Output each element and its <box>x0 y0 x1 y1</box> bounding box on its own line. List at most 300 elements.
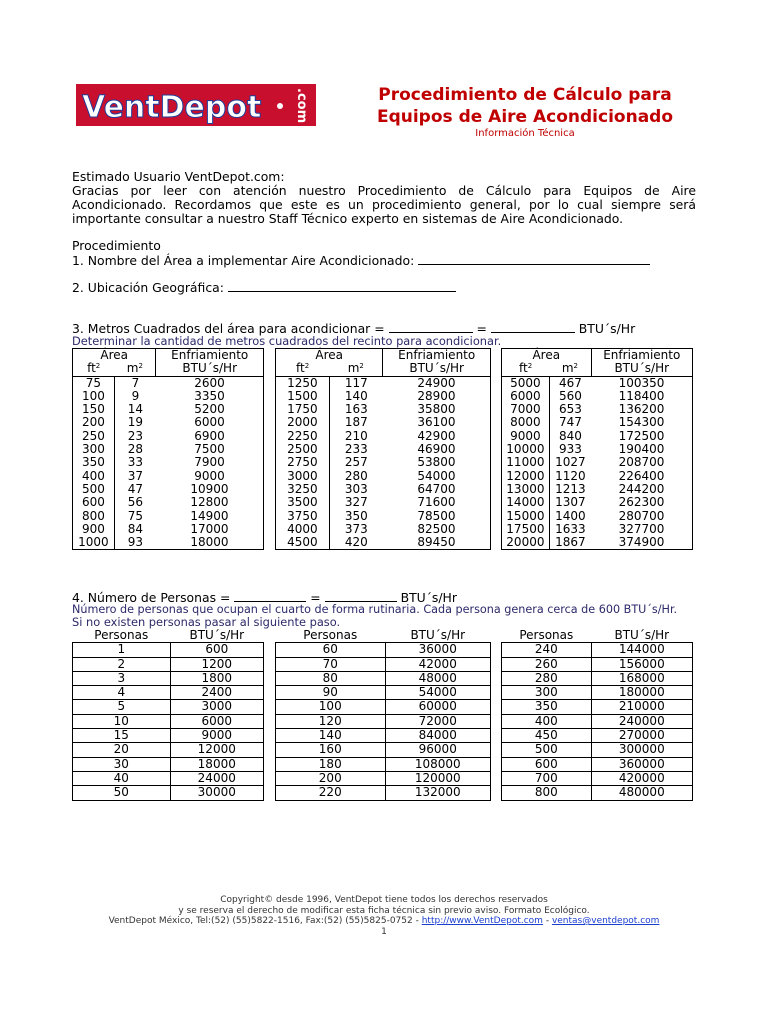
footer-contact <box>72 916 696 927</box>
m2-cell: 28 <box>127 442 144 457</box>
footer <box>72 895 696 937</box>
step-4-equals: = <box>310 590 321 605</box>
m2-cell: 933 <box>558 442 582 457</box>
table-row <box>502 456 693 469</box>
btu-cell: 118400 <box>618 388 665 403</box>
table-row <box>73 416 264 429</box>
btu-cell: 12800 <box>190 495 229 510</box>
table-row <box>276 743 491 757</box>
btu-cell: 6000 <box>170 714 263 728</box>
m2-cell: 37 <box>127 468 144 483</box>
persons-cell: 200 <box>276 771 386 785</box>
m2-cell: 747 <box>558 415 582 430</box>
table-row <box>502 403 693 416</box>
table-row <box>502 523 693 536</box>
table-row <box>502 443 693 456</box>
table-row <box>502 376 693 390</box>
table-row <box>276 786 491 800</box>
table-row <box>502 536 693 550</box>
persons-header: Personas <box>303 628 358 642</box>
table-row <box>502 729 693 743</box>
ft2-cell: 17500 <box>502 523 550 536</box>
ft2-cell: 7000 <box>502 403 550 416</box>
ft2-cell: 4500 <box>276 536 330 550</box>
btu-cell: 7500 <box>194 442 225 457</box>
ft2-cell: 1500 <box>276 390 330 403</box>
m2-cell: 93 <box>127 535 144 550</box>
table-row <box>502 700 693 714</box>
btu-cell: 9000 <box>170 729 263 743</box>
btu-cell: 78500 <box>417 508 456 523</box>
table-row <box>73 376 264 390</box>
persons-cell: 700 <box>502 771 592 785</box>
table-row <box>276 536 491 550</box>
table-row <box>73 771 264 785</box>
persons-cell: 15 <box>73 729 171 743</box>
persons-cell: 40 <box>73 771 171 785</box>
table-row <box>276 430 491 443</box>
area-header: Área <box>73 349 156 363</box>
m2-cell: 187 <box>344 415 368 430</box>
m2-cell: 840 <box>558 428 582 443</box>
btu-cell: 9000 <box>194 468 225 483</box>
btu-cell: 120000 <box>385 771 491 785</box>
btu-cell: 24000 <box>170 771 263 785</box>
ft2-cell: 13000 <box>502 483 550 496</box>
btu-cell: 600 <box>170 643 263 657</box>
ft2-cell: 6000 <box>502 390 550 403</box>
btu-cell: 108000 <box>385 757 491 771</box>
table-row <box>276 483 491 496</box>
table-row <box>73 786 264 800</box>
table-row <box>276 686 491 700</box>
btu-cell: 24900 <box>417 375 456 390</box>
ventdepot-logo <box>76 84 316 126</box>
btu-cell: 18000 <box>170 757 263 771</box>
page-title <box>340 84 710 128</box>
page-subtitle: Información Técnica <box>475 128 575 139</box>
ft2-cell: 9000 <box>502 430 550 443</box>
ft2-cell: 10000 <box>502 443 550 456</box>
m2-cell: 350 <box>344 508 368 523</box>
table-row <box>276 496 491 509</box>
step-4-unit: BTU´s/Hr <box>400 590 457 605</box>
page-number: 1 <box>381 926 387 937</box>
ft2-cell: 600 <box>73 496 115 509</box>
persons-cell: 20 <box>73 743 171 757</box>
btu-cell: 14900 <box>190 508 229 523</box>
persons-cell: 60 <box>276 643 386 657</box>
step-3-equals: = <box>476 321 487 336</box>
table-row <box>73 523 264 536</box>
table-row <box>73 470 264 483</box>
table-row <box>502 496 693 509</box>
ft2-cell: 1000 <box>73 536 115 550</box>
ft2-cell: 300 <box>73 443 115 456</box>
persons-cell: 160 <box>276 743 386 757</box>
people-table-1 <box>72 629 264 801</box>
m2-cell: 280 <box>344 468 368 483</box>
logo-text: VentDepot <box>82 90 262 125</box>
persons-cell: 80 <box>276 671 386 685</box>
table-row <box>73 443 264 456</box>
table-row <box>502 416 693 429</box>
persons-cell: 120 <box>276 714 386 728</box>
btu-cell: 71600 <box>417 495 456 510</box>
persons-cell: 800 <box>502 786 592 800</box>
m2-cell: 14 <box>127 402 144 417</box>
greeting: Estimado Usuario VentDepot.com: <box>72 169 285 184</box>
table-row <box>502 671 693 685</box>
btu-cell: 2600 <box>194 375 225 390</box>
table-row <box>73 714 264 728</box>
persons-cell: 90 <box>276 686 386 700</box>
m2-cell: 257 <box>344 455 368 470</box>
ft2-cell: 150 <box>73 403 115 416</box>
btu-cell: 28900 <box>417 388 456 403</box>
m2-cell: 140 <box>344 388 368 403</box>
m2-cell: 1867 <box>555 535 586 550</box>
persons-cell: 350 <box>502 700 592 714</box>
btu-header: BTU´s/Hr <box>189 628 245 642</box>
step-4-note-1: Número de personas que ocupan el cuarto de forma rutinaria. Cada persona genera cerca de 600 BTU´s/Hr. <box>72 603 678 616</box>
footer-sep: - <box>545 916 550 926</box>
m2-cell: 19 <box>127 415 144 430</box>
btu-cell: 48000 <box>385 671 491 685</box>
table-row <box>502 430 693 443</box>
step-3-unit: BTU´s/Hr <box>578 321 636 336</box>
btu-cell: 53800 <box>417 455 456 470</box>
table-row <box>502 643 693 657</box>
step-1-label: 1. Nombre del Área a implementar Aire Acondicionado: <box>72 253 415 268</box>
btu-cell: 42000 <box>385 657 491 671</box>
footer-contact-text: VentDepot México, Tel:(52) (55)5822-1516, Fax:(52) (55)5825-0752 - <box>108 916 419 926</box>
btu-cell: 2400 <box>170 686 263 700</box>
area-table-3 <box>501 348 693 550</box>
m2-cell: 420 <box>344 535 368 550</box>
ft2-cell: 8000 <box>502 416 550 429</box>
persons-cell: 300 <box>502 686 592 700</box>
m2-cell: 467 <box>558 375 582 390</box>
btu-cell: 208700 <box>618 455 665 470</box>
m2-cell: 560 <box>558 388 582 403</box>
persons-header: Personas <box>519 628 574 642</box>
intro-paragraph: Gracias por leer con atención nuestro Procedimiento de Cálculo para Equipos de Aire Acondicionado. Recordamos que este es un procedimiento general, por lo cual siempre será importante consultar a nuestro Staff Técnico experto en sistemas de Aire Acondicionado. <box>72 183 696 226</box>
ft2-cell: 500 <box>73 483 115 496</box>
btu-cell: 6000 <box>194 415 225 430</box>
btu-cell: 6900 <box>194 428 225 443</box>
step-4-note-2: Si no existen personas pasar al siguiente paso. <box>72 615 341 629</box>
table-row <box>276 390 491 403</box>
btu-cell: 168000 <box>591 671 692 685</box>
ft2-cell: 3750 <box>276 510 330 523</box>
persons-cell: 280 <box>502 671 592 685</box>
people-table-body <box>73 643 264 800</box>
btu-cell: 30000 <box>170 786 263 800</box>
table-row <box>502 786 693 800</box>
ft2-cell: 5000 <box>502 376 550 390</box>
step-3-label: 3. Metros Cuadrados del área para acondicionar = <box>72 321 385 336</box>
email-link[interactable]: ventas@ventdepot.com <box>551 916 660 926</box>
website-link[interactable]: http://www.VentDepot.com <box>421 916 543 926</box>
btu-cell: 280700 <box>618 508 665 523</box>
persons-cell: 2 <box>73 657 171 671</box>
table-row <box>502 686 693 700</box>
m2-cell: 56 <box>127 495 144 510</box>
ft2-cell: 11000 <box>502 456 550 469</box>
btu-cell: 100350 <box>618 375 665 390</box>
step-2 <box>72 281 696 295</box>
procedure-heading: Procedimiento <box>72 238 161 253</box>
persons-cell: 4 <box>73 686 171 700</box>
persons-cell: 50 <box>73 786 171 800</box>
ft2-cell: 3250 <box>276 483 330 496</box>
table-row <box>73 729 264 743</box>
persons-cell: 400 <box>502 714 592 728</box>
table-row <box>276 700 491 714</box>
persons-cell: 260 <box>502 657 592 671</box>
btu-cell: 3350 <box>194 388 225 403</box>
btu-cell: 144000 <box>591 643 692 657</box>
people-table-2 <box>275 629 491 801</box>
table-row <box>502 657 693 671</box>
m2-cell: 163 <box>344 402 368 417</box>
btu-header: BTU´s/Hr <box>156 362 264 376</box>
m2-cell: 117 <box>344 375 368 390</box>
step-2-blank <box>228 281 456 292</box>
table-row <box>276 523 491 536</box>
persons-cell: 240 <box>502 643 592 657</box>
step-3-blank-1 <box>389 322 473 333</box>
btu-cell: 327700 <box>618 521 665 536</box>
btu-cell: 270000 <box>591 729 692 743</box>
table-row <box>73 671 264 685</box>
btu-cell: 180000 <box>591 686 692 700</box>
ft2-cell: 1250 <box>276 376 330 390</box>
area-table-body <box>502 376 693 550</box>
m2-cell: 33 <box>127 455 144 470</box>
persons-cell: 1 <box>73 643 171 657</box>
ft2-cell: 20000 <box>502 536 550 550</box>
table-row <box>276 671 491 685</box>
table-row <box>73 430 264 443</box>
table-row <box>276 416 491 429</box>
step-3-blank-2 <box>491 322 575 333</box>
btu-cell: 156000 <box>591 657 692 671</box>
btu-cell: 172500 <box>618 428 665 443</box>
persons-cell: 450 <box>502 729 592 743</box>
m2-cell: 1307 <box>555 495 586 510</box>
btu-cell: 64700 <box>417 481 456 496</box>
table-row <box>73 390 264 403</box>
ft2-cell: 350 <box>73 456 115 469</box>
ft2-cell: 100 <box>73 390 115 403</box>
cooling-header: Enfriamiento <box>398 348 476 362</box>
btu-cell: 82500 <box>417 521 456 536</box>
ft2-cell: 400 <box>73 470 115 483</box>
table-row <box>276 456 491 469</box>
area-table-2 <box>275 348 491 550</box>
persons-cell: 100 <box>276 700 386 714</box>
ft-header: $ft^2$ <box>276 362 330 376</box>
btu-cell: 89450 <box>417 535 456 550</box>
people-table-3 <box>501 629 693 801</box>
btu-cell: 96000 <box>385 743 491 757</box>
btu-cell: 132000 <box>385 786 491 800</box>
step-3-note: Determinar la cantidad de metros cuadrados del recinto para acondicionar. <box>72 334 502 348</box>
step-2-label: 2. Ubicación Geográfica: <box>72 280 224 295</box>
area-header: Área <box>276 349 383 363</box>
table-row <box>276 729 491 743</box>
ft2-cell: 2750 <box>276 456 330 469</box>
btu-cell: 84000 <box>385 729 491 743</box>
m-header: $m^2$ <box>549 362 591 376</box>
btu-header: BTU´s/Hr <box>591 362 692 376</box>
m-header: $m^2$ <box>114 362 156 376</box>
ft-header: $ft^2$ <box>73 362 115 376</box>
btu-cell: 190400 <box>618 442 665 457</box>
area-header: Área <box>502 349 592 363</box>
ft2-cell: 3000 <box>276 470 330 483</box>
ft2-cell: 900 <box>73 523 115 536</box>
table-row <box>73 510 264 523</box>
table-row <box>276 757 491 771</box>
btu-cell: 262300 <box>618 495 665 510</box>
cooling-header: Enfriamiento <box>171 348 249 362</box>
step-1-blank <box>418 254 650 265</box>
ft2-cell: 3500 <box>276 496 330 509</box>
title-line-2: Equipos de Aire Acondicionado <box>376 107 674 127</box>
btu-cell: 54000 <box>385 686 491 700</box>
m2-cell: 1400 <box>555 508 586 523</box>
persons-header: Personas <box>94 628 149 642</box>
table-row <box>276 470 491 483</box>
btu-cell: 360000 <box>591 757 692 771</box>
table-row <box>502 390 693 403</box>
ft2-cell: 12000 <box>502 470 550 483</box>
step-1 <box>72 254 696 268</box>
table-row <box>73 496 264 509</box>
btu-header: BTU´s/Hr <box>410 628 466 642</box>
persons-cell: 180 <box>276 757 386 771</box>
btu-cell: 210000 <box>591 700 692 714</box>
btu-cell: 35800 <box>417 402 456 417</box>
ft2-cell: 250 <box>73 430 115 443</box>
btu-cell: 5200 <box>194 402 225 417</box>
m2-cell: 653 <box>558 402 582 417</box>
table-row <box>73 536 264 550</box>
btu-cell: 244200 <box>618 481 665 496</box>
m2-cell: 47 <box>127 481 144 496</box>
persons-cell: 5 <box>73 700 171 714</box>
title-line-1: Procedimiento de Cálculo para <box>378 85 672 105</box>
table-row <box>276 403 491 416</box>
btu-header: BTU´s/Hr <box>614 628 670 642</box>
btu-cell: 54000 <box>417 468 456 483</box>
m2-cell: 1120 <box>555 468 586 483</box>
table-row <box>502 714 693 728</box>
table-row <box>73 483 264 496</box>
btu-cell: 10900 <box>190 481 229 496</box>
table-row <box>276 443 491 456</box>
btu-cell: 480000 <box>591 786 692 800</box>
table-row <box>73 643 264 657</box>
table-row <box>73 456 264 469</box>
table-row <box>502 757 693 771</box>
m2-cell: 7 <box>131 375 140 390</box>
btu-cell: 240000 <box>591 714 692 728</box>
logo-side-text: .com <box>294 88 309 124</box>
footer-rights: y se reserva el derecho de modificar esta ficha técnica sin previo aviso. Formato Ecológico. <box>178 905 590 916</box>
ft2-cell: 2250 <box>276 430 330 443</box>
footer-copyright: Copyright© desde 1996, VentDepot tiene todos los derechos reservados <box>220 895 548 905</box>
m2-cell: 1213 <box>555 481 586 496</box>
persons-cell: 500 <box>502 743 592 757</box>
ft2-cell: 75 <box>73 376 115 390</box>
m2-cell: 327 <box>344 495 368 510</box>
table-row <box>502 510 693 523</box>
ft2-cell: 800 <box>73 510 115 523</box>
persons-cell: 220 <box>276 786 386 800</box>
table-row <box>73 403 264 416</box>
m2-cell: 303 <box>344 481 368 496</box>
btu-cell: 420000 <box>591 771 692 785</box>
ft2-cell: 2500 <box>276 443 330 456</box>
persons-cell: 10 <box>73 714 171 728</box>
table-row <box>73 686 264 700</box>
step-4-blank-1 <box>234 591 306 602</box>
table-row <box>276 643 491 657</box>
m2-cell: 9 <box>131 388 140 403</box>
persons-cell: 600 <box>502 757 592 771</box>
people-table-body <box>276 643 491 800</box>
btu-cell: 12000 <box>170 743 263 757</box>
btu-cell: 36000 <box>385 643 491 657</box>
btu-cell: 374900 <box>618 535 665 550</box>
table-row <box>276 657 491 671</box>
table-row <box>73 757 264 771</box>
btu-cell: 17000 <box>190 521 229 536</box>
btu-cell: 1200 <box>170 657 263 671</box>
btu-cell: 136200 <box>618 402 665 417</box>
persons-cell: 30 <box>73 757 171 771</box>
table-row <box>276 510 491 523</box>
ft-header: $ft^2$ <box>502 362 550 376</box>
cooling-header: Enfriamiento <box>603 348 681 362</box>
ft2-cell: 1750 <box>276 403 330 416</box>
m2-cell: 23 <box>127 428 144 443</box>
persons-cell: 70 <box>276 657 386 671</box>
table-row <box>502 771 693 785</box>
table-row <box>276 714 491 728</box>
step-4-label: 4. Número de Personas = <box>72 590 231 605</box>
area-table-body <box>73 376 264 550</box>
area-table-body <box>276 376 491 550</box>
persons-cell: 3 <box>73 671 171 685</box>
btu-cell: 60000 <box>385 700 491 714</box>
m2-cell: 210 <box>344 428 368 443</box>
step-4-blank-2 <box>325 591 397 602</box>
people-table-body <box>502 643 693 800</box>
m2-cell: 233 <box>344 442 368 457</box>
area-table-1 <box>72 348 264 550</box>
btu-cell: 1800 <box>170 671 263 685</box>
m2-cell: 75 <box>127 508 144 523</box>
table-row <box>73 700 264 714</box>
btu-cell: 300000 <box>591 743 692 757</box>
btu-cell: 72000 <box>385 714 491 728</box>
btu-header: BTU´s/Hr <box>383 362 491 376</box>
